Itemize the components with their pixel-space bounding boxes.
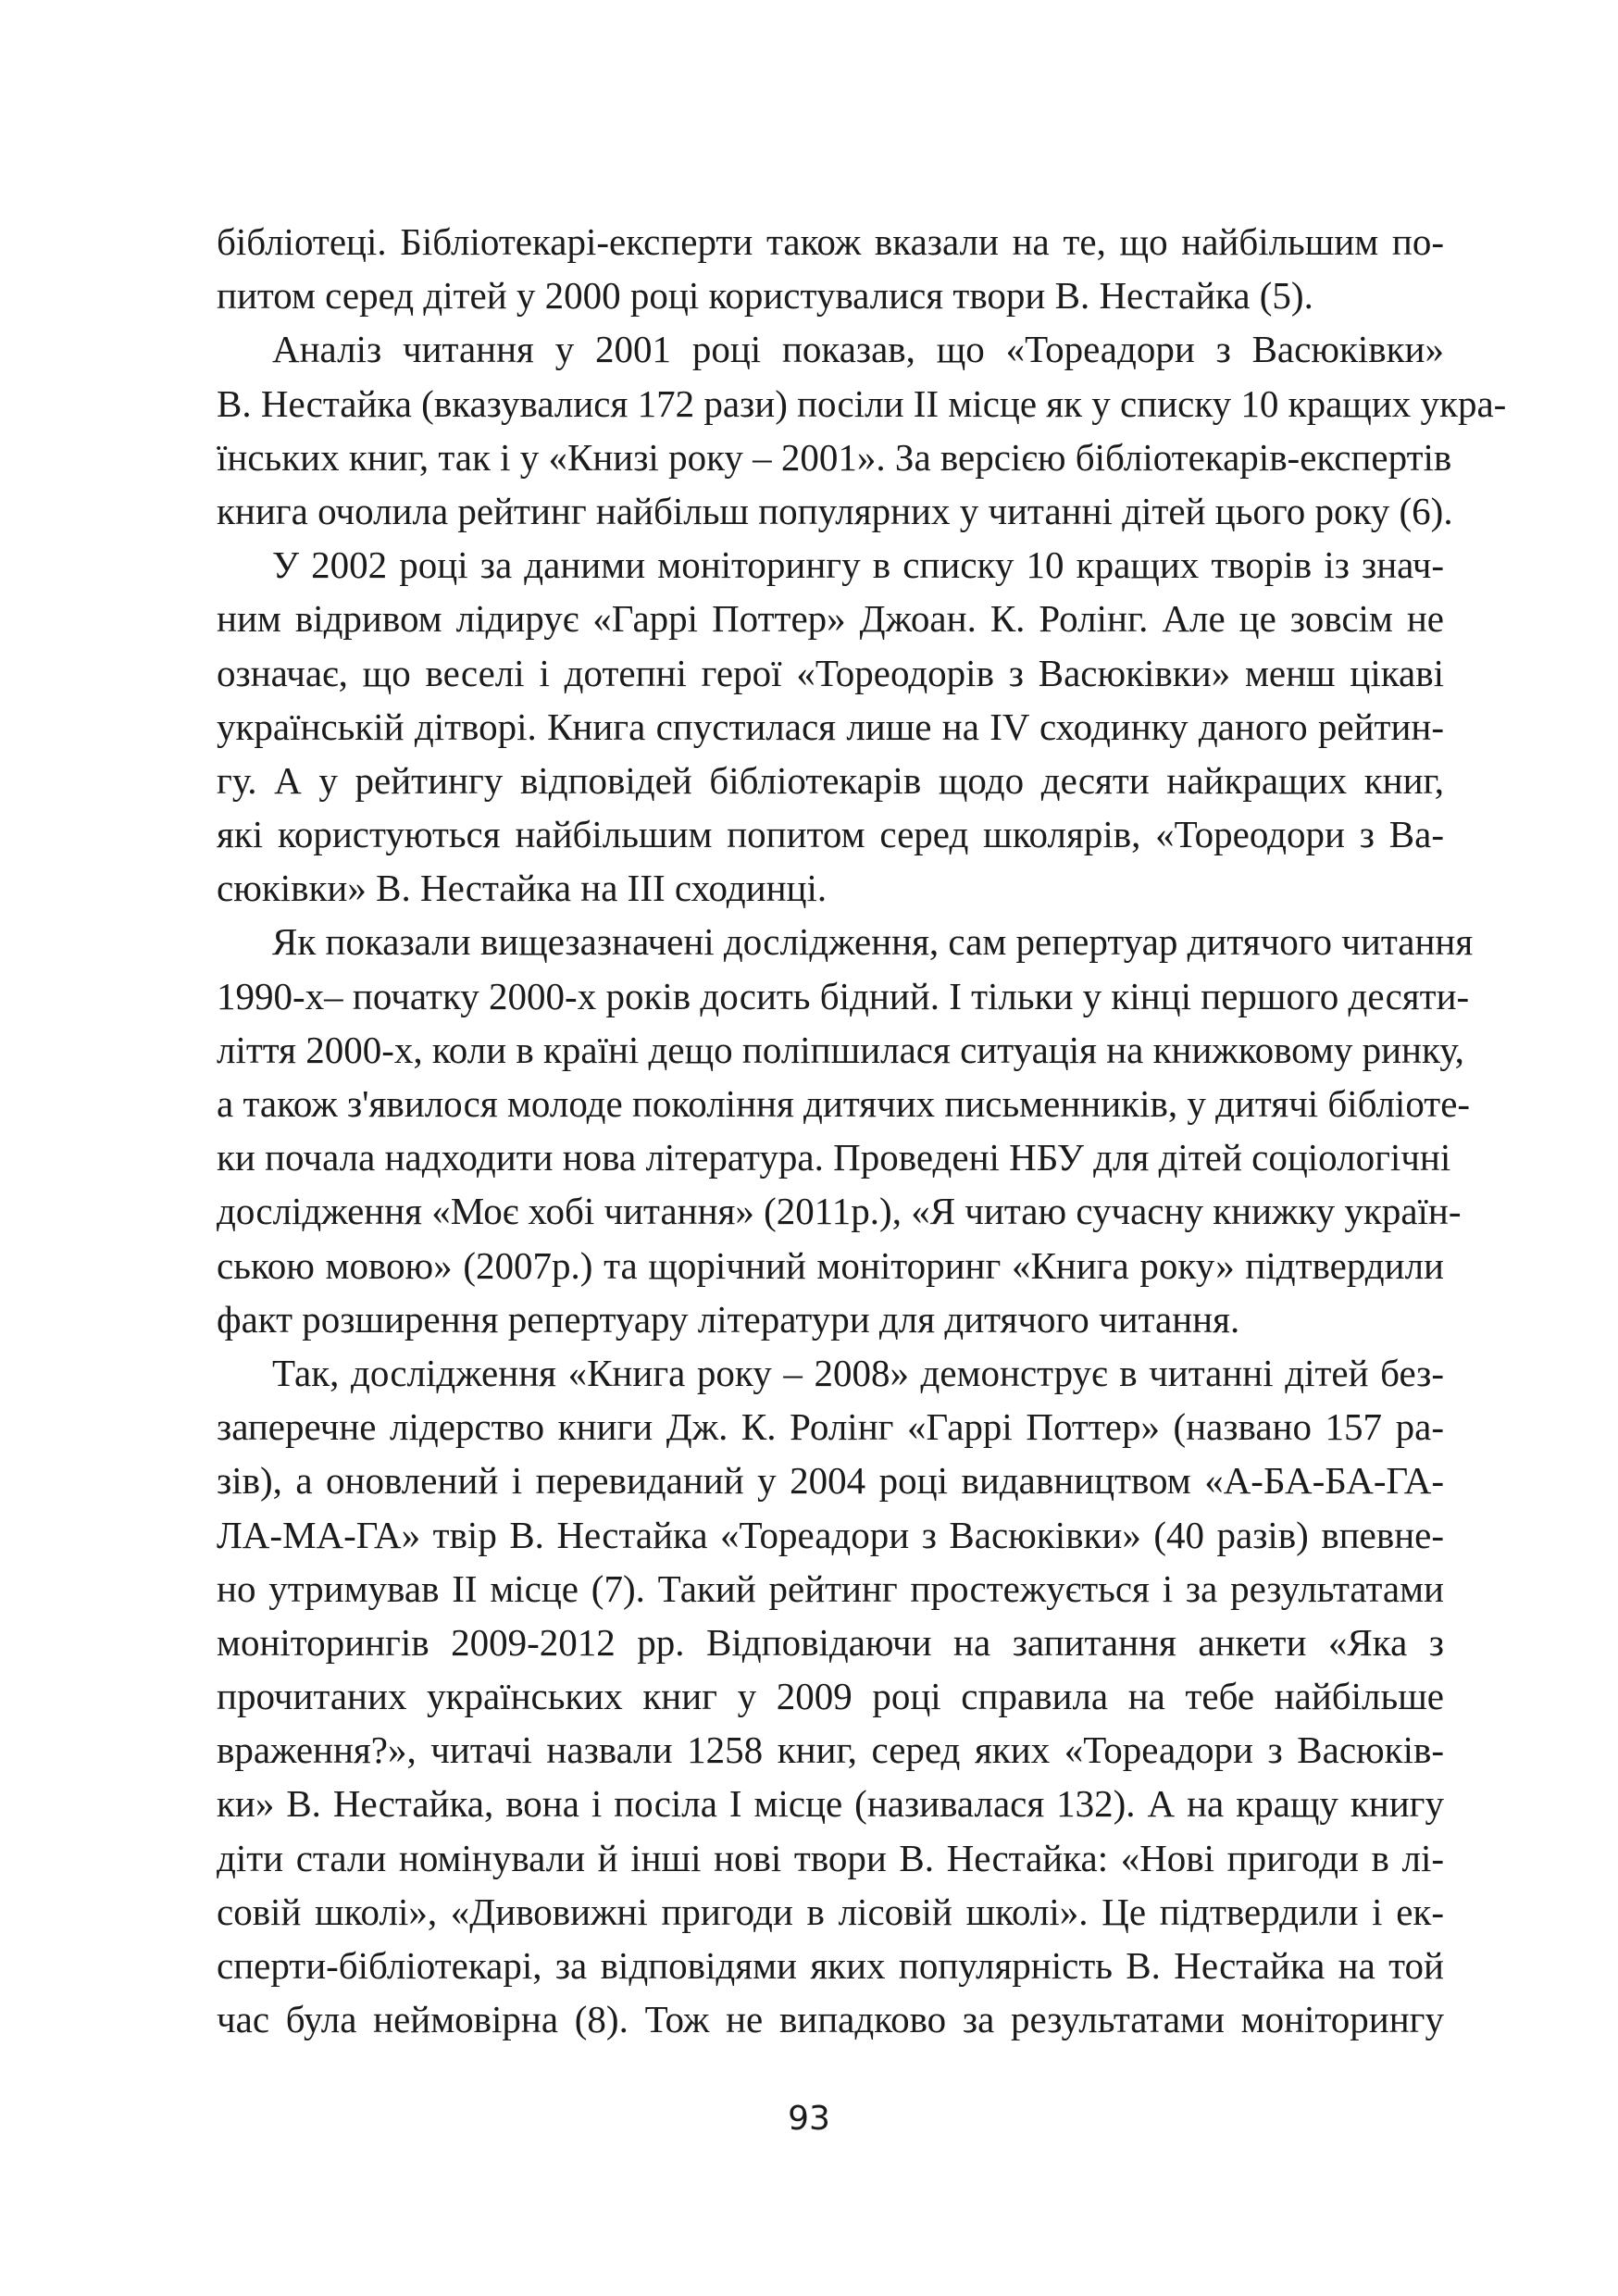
- paragraph: [217, 1346, 1444, 2046]
- text-line: які користуються найбільшим попитом серед школярів, «Тореодори з Ва-: [217, 813, 1444, 856]
- text-line: а також з'явилося молоде покоління дитячих письменників, у дитячі бібліоте-: [217, 1082, 1471, 1125]
- text-line: 1990-х– початку 2000-х років досить бідний. І тільки у кінці першого десяти-: [217, 974, 1470, 1017]
- text-line: заперечне лідерство книги Дж. К. Ролінг «Гаррі Поттер» (названо 157 ра-: [217, 1405, 1444, 1449]
- text-line: ською мовою» (2007р.) та щорічний моніторинг «Книга року» підтвердили: [217, 1243, 1444, 1287]
- text-line: їнських книг, так і у «Книзі року – 2001». За версією бібліотекарів-експертів: [217, 435, 1452, 479]
- paragraph: [217, 322, 1507, 538]
- text-line: факт розширення репертуару літератури для дитячого читання.: [217, 1297, 1240, 1341]
- paragraph: [217, 538, 1444, 915]
- text-line: книга очолила рейтинг найбільш популярних у читанні дітей цього року (6).: [217, 489, 1453, 532]
- paragraph: [217, 915, 1474, 1346]
- body-text: [217, 215, 1507, 2046]
- text-line: діти стали номінували й інші нові твори В. Нестайка: «Нові пригоди в лі-: [217, 1836, 1444, 1879]
- text-line: ліття 2000-х, коли в країні дещо поліпшилася ситуація на книжковому ринку,: [217, 1028, 1464, 1071]
- text-line: ки почала надходити нова література. Проведені НБУ для дітей соціологічні: [217, 1136, 1451, 1179]
- text-line: но утримував ІІ місце (7). Такий рейтинг простежується і за результатами: [217, 1566, 1444, 1610]
- paragraph: [217, 215, 1444, 322]
- text-line: дослідження «Моє хобі читання» (2011р.), «Я читаю сучасну книжку україн-: [217, 1190, 1462, 1233]
- text-line: ним відривом лідирує «Гаррі Поттер» Джоан. К. Ролінг. Але це зовсім не: [217, 597, 1444, 641]
- text-line: сперти-бібліотекарі, за відповідями яких популярність В. Нестайка на той: [217, 1944, 1444, 1987]
- text-line: прочитаних українських книг у 2009 році справила на тебе найбільше: [217, 1675, 1444, 1718]
- text-line: гу. А у рейтингу відповідей бібліотекарів щодо десяти найкращих книг,: [217, 758, 1444, 802]
- text-line: бібліотеці. Бібліотекарі-експерти також вказали на те, що найбільшим по-: [217, 220, 1444, 263]
- text-line: враження?», читачі назвали 1258 книг, серед яких «Тореадори з Васюків-: [217, 1728, 1444, 1772]
- text-line: У 2002 році за даними моніторингу в списку 10 кращих творів із знач-: [272, 543, 1444, 587]
- text-line: час була неймовірна (8). Тож не випадково за результатами моніторингу: [217, 1998, 1444, 2041]
- text-line: означає, що веселі і дотепні герої «Тореодорів з Васюківки» менш цікаві: [217, 651, 1444, 694]
- text-line: зів), а оновлений і перевиданий у 2004 році видавництвом «А-БА-БА-ГА-: [217, 1459, 1444, 1503]
- text-line: Аналіз читання у 2001 році показав, що «Тореадори з Васюківки»: [272, 328, 1444, 371]
- text-line: Як показали вищезазначені дослідження, сам репертуар дитячого читання: [272, 920, 1474, 964]
- text-line: ки» В. Нестайка, вона і посіла І місце (називалася 132). А на кращу книгу: [217, 1782, 1444, 1826]
- text-line: питом серед дітей у 2000 році користувалися твори В. Нестайка (5).: [217, 274, 1313, 318]
- text-line: Так, дослідження «Книга року – 2008» демонструє в читанні дітей без-: [272, 1351, 1444, 1394]
- text-line: ЛА-МА-ГА» твір В. Нестайка «Тореадори з Васюківки» (40 разів) впевне-: [217, 1513, 1444, 1556]
- text-line: совій школі», «Дивовижні пригоди в лісовій школі». Це підтвердили і ек-: [217, 1890, 1444, 1933]
- text-line: сюківки» В. Нестайка на ІІІ сходинці.: [217, 867, 828, 910]
- text-line: моніторингів 2009-2012 рр. Відповідаючи на запитання анкети «Яка з: [217, 1620, 1444, 1664]
- text-line: українській дітворі. Книга спустилася лише на ІV сходинку даного рейтин-: [217, 705, 1444, 748]
- text-line: В. Нестайка (вказувалися 172 рази) посіли ІІ місце як у списку 10 кращих укра-: [217, 381, 1507, 425]
- page-number: 93: [788, 2100, 830, 2138]
